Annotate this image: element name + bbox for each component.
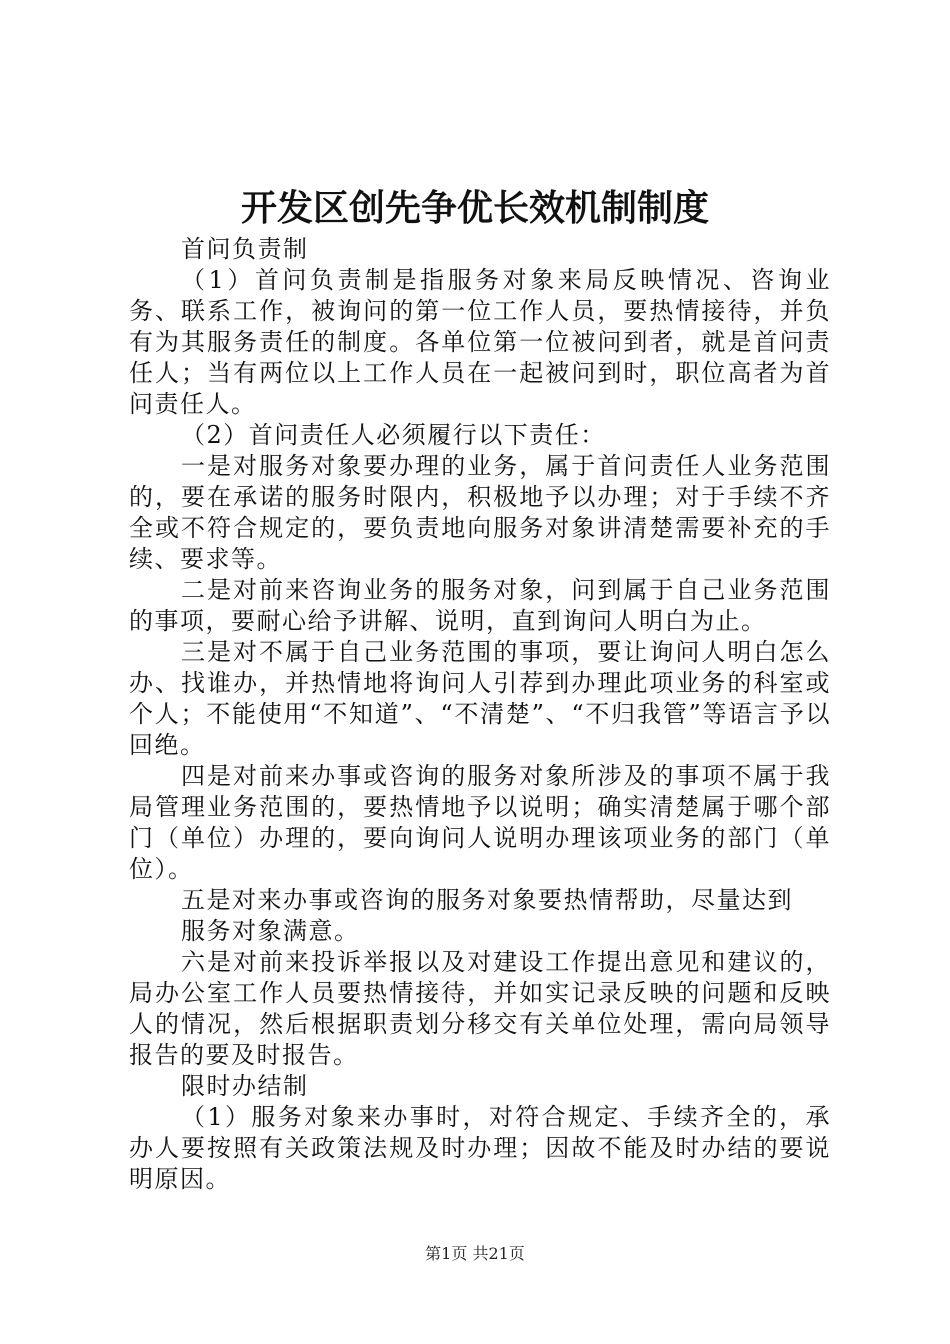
page-footer: 第1页 共21页 xyxy=(425,1244,525,1263)
document-title: 开发区创先争优长效机制制度 xyxy=(240,187,709,229)
paragraph: 六是对前来投诉举报以及对建设工作提出意见和建议的，局办公室工作人员要热情接待，并如实记录反映的问题和反映人的情况，然后根据职责划分移交有关单位处理，需向局领导报告的要及时报告。 xyxy=(129,948,831,1069)
paragraph: 三是对不属于自己业务范围的事项，要让询问人明白怎么办、找谁办，并热情地将询问人引荐到办理此项业务的科室或个人；不能使用“不知道”、“不清楚”、“不归我管”等语言予以回绝。 xyxy=(129,638,831,759)
paragraph: （1）首问负责制是指服务对象来局反映情况、咨询业务、联系工作，被询问的第一位工作人员，要热情接待，并负有为其服务责任的制度。各单位第一位被问到者，就是首问责任人；当有两位以上工作人员在一起被问到时，职位高者为首问责任人。 xyxy=(129,266,831,418)
document-body xyxy=(129,234,831,1195)
paragraph: 一是对服务对象要办理的业务，属于首问责任人业务范围的，要在承诺的服务时限内，积极地予以办理；对于手续不齐全或不符合规定的，要负责地向服务对象讲清楚需要补充的手续、要求等。 xyxy=(129,452,831,573)
section-heading-time-limit: 限时办结制 xyxy=(181,1072,309,1100)
section-heading-first-inquiry: 首问负责制 xyxy=(181,235,309,263)
paragraph: 服务对象满意。 xyxy=(181,917,360,945)
paragraph: 二是对前来咨询业务的服务对象，问到属于自己业务范围的事项，要耐心给予讲解、说明，直到询问人明白为止。 xyxy=(129,576,831,635)
paragraph: （1）服务对象来办事时，对符合规定、手续齐全的，承办人要按照有关政策法规及时办理；因故不能及时办结的要说明原因。 xyxy=(129,1103,831,1193)
paragraph: 五是对来办事或咨询的服务对象要热情帮助，尽量达到 xyxy=(181,886,793,914)
paragraph: （2）首问责任人必须履行以下责任： xyxy=(181,421,606,449)
paragraph: 四是对前来办事或咨询的服务对象所涉及的事项不属于我局管理业务范围的，要热情地予以说明；确实清楚属于哪个部门（单位）办理的，要向询问人说明办理该项业务的部门（单位）。 xyxy=(129,762,831,883)
